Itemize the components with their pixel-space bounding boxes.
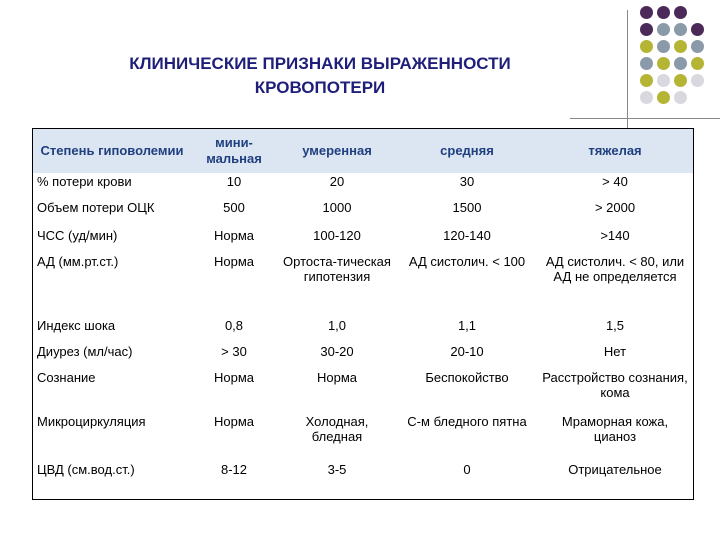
table-cell: 1000 (322, 199, 352, 215)
table-cell: 1500 (452, 199, 482, 215)
decorative-dot (640, 40, 653, 53)
decorative-vertical-line (627, 10, 628, 128)
table-row (33, 461, 694, 500)
table-cell: 0,8 (224, 317, 244, 333)
table-row (33, 317, 694, 343)
title-line-1: КЛИНИЧЕСКИЕ ПРИЗНАКИ ВЫРАЖЕННОСТИ (129, 54, 511, 73)
table-cell: > 2000 (594, 199, 636, 215)
table-cell: Норма (213, 253, 254, 269)
row-label: ЧСС (уд/мин) (37, 227, 118, 243)
table-cell: С-м бледного пятна (407, 413, 527, 429)
decorative-dot (674, 40, 687, 53)
table-cell: Холодная, бледная (305, 413, 369, 444)
table-cell: 30 (459, 173, 475, 189)
table-cell: > 30 (221, 343, 247, 359)
table-cell: АД систолич. < 80, или АД не определяется (545, 253, 685, 284)
table-cell: 120-140 (443, 227, 491, 243)
row-label: % потери крови (37, 173, 132, 189)
table-cell: Расстройство сознания, кома (542, 369, 688, 400)
row-label: АД (мм.рт.ст.) (37, 253, 119, 269)
row-label: Объем потери ОЦК (37, 199, 155, 215)
table-cell: 20-10 (450, 343, 484, 359)
row-label: ЦВД (см.вод.ст.) (37, 461, 135, 477)
table-row (33, 199, 694, 227)
table-cell: Беспокойство (425, 369, 509, 385)
decorative-dot (691, 57, 704, 70)
row-label: Индекс шока (37, 317, 116, 333)
table-cell: 1,5 (605, 317, 625, 333)
row-label: Микроциркуляция (37, 413, 146, 429)
table-cell: 30-20 (320, 343, 354, 359)
table-cell: 100-120 (313, 227, 361, 243)
table-header-row (33, 129, 694, 173)
row-label: Диурез (мл/час) (37, 343, 133, 359)
table-row (33, 253, 694, 317)
table-cell: Норма (316, 369, 357, 385)
table-cell: Мраморная кожа, цианоз (561, 413, 669, 444)
table-cell: 3-5 (327, 461, 347, 477)
header-cell-severe: тяжелая (537, 129, 694, 173)
header-cell-degree: Степень гиповолемии (33, 129, 192, 173)
decorative-dot (657, 23, 670, 36)
decorative-dot (657, 91, 670, 104)
table-cell: 0 (463, 461, 471, 477)
table-cell: 500 (223, 199, 245, 215)
table-cell: Нет (603, 343, 627, 359)
table-row (33, 343, 694, 369)
decorative-dot (640, 91, 653, 104)
table-cell: > 40 (602, 173, 628, 189)
table-cell: Норма (213, 413, 254, 429)
table-cell: Отрицательное (568, 461, 662, 477)
decorative-dot (657, 74, 670, 87)
header-cell-medium: средняя (397, 129, 537, 173)
decorative-dot (640, 74, 653, 87)
table-cell: 1,1 (457, 317, 477, 333)
table-cell: Норма (213, 227, 254, 243)
page-title (40, 52, 600, 100)
table-cell: Норма (213, 369, 254, 385)
decorative-dot (674, 23, 687, 36)
decorative-dot (657, 6, 670, 19)
table-cell: Ортоста-тическая гипотензия (283, 253, 391, 284)
decorative-dot (691, 74, 704, 87)
decorative-dot (674, 57, 687, 70)
decorative-dot (640, 57, 653, 70)
table-cell: >140 (600, 227, 630, 243)
table-cell: 10 (226, 173, 242, 189)
table-cell: 20 (329, 173, 345, 189)
decorative-dot (691, 23, 704, 36)
decorative-dot (657, 57, 670, 70)
title-line-2: КРОВОПОТЕРИ (254, 78, 386, 97)
decorative-dot (674, 91, 687, 104)
header-cell-moderate: умеренная (277, 129, 397, 173)
table-cell: 1,0 (327, 317, 347, 333)
decorative-dot (640, 6, 653, 19)
row-label: Сознание (37, 369, 96, 385)
decorative-horizontal-line (570, 118, 720, 119)
blood-loss-table (32, 128, 694, 500)
table-cell: АД систолич. < 100 (408, 253, 526, 269)
table-row (33, 227, 694, 253)
table-row (33, 173, 694, 199)
table-row (33, 413, 694, 461)
decorative-dot (674, 6, 687, 19)
decorative-dot (657, 40, 670, 53)
header-cell-minimal: мини-мальная (191, 129, 277, 173)
decorative-dot (691, 40, 704, 53)
table-row (33, 369, 694, 413)
decorative-dot (640, 23, 653, 36)
decorative-dot (674, 74, 687, 87)
table-cell: 8-12 (220, 461, 248, 477)
